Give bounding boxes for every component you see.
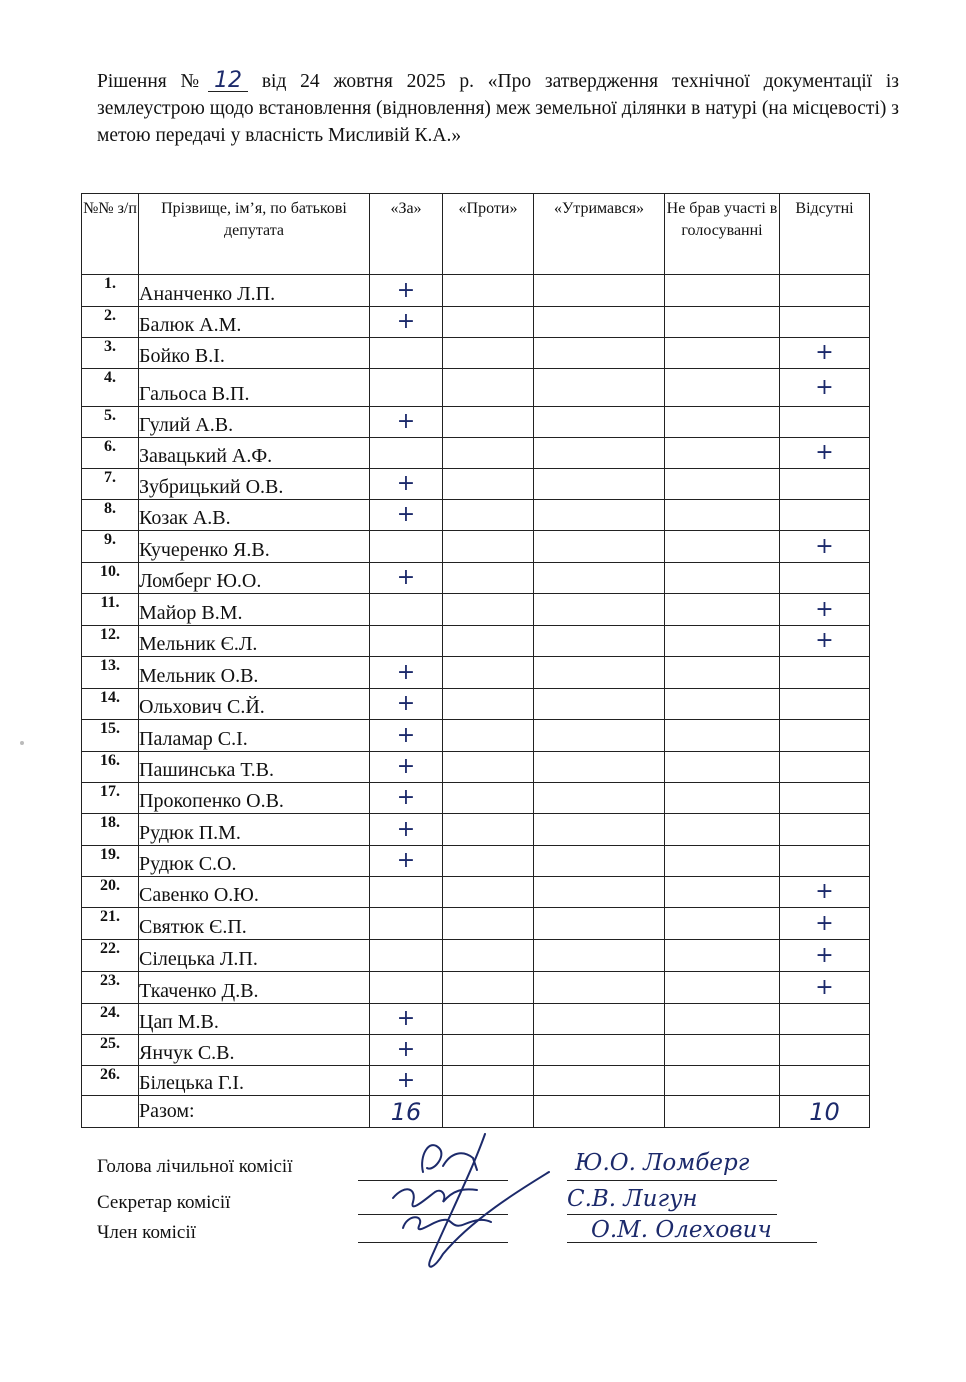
vote-not-voting-cell [665, 1066, 780, 1096]
row-number: 23. [82, 972, 139, 1004]
vote-not-voting-cell [665, 720, 780, 752]
vote-abstained-cell [534, 1066, 665, 1096]
row-number: 10. [82, 563, 139, 594]
absent-mark [780, 1066, 870, 1096]
vote-for-mark [370, 531, 443, 563]
vote-against-cell [443, 407, 534, 438]
table-row [82, 438, 870, 469]
vote-not-voting-cell [665, 563, 780, 594]
absent-mark [780, 563, 870, 594]
deputy-name: Рудюк С.О. [139, 846, 370, 877]
vote-for-mark: + [370, 783, 443, 814]
role-secretary: Секретар комісії [97, 1192, 231, 1213]
deputy-name: Зубрицький О.В. [139, 469, 370, 500]
absent-mark [780, 469, 870, 500]
row-number: 6. [82, 438, 139, 469]
vote-for-mark: + [370, 720, 443, 752]
absent-mark [780, 657, 870, 689]
vote-against-cell [443, 940, 534, 972]
table-row [82, 940, 870, 972]
table-row [82, 626, 870, 657]
table-row [82, 814, 870, 846]
vote-for-mark [370, 626, 443, 657]
absent-mark [780, 307, 870, 338]
vote-abstained-cell [534, 657, 665, 689]
absent-mark: + [780, 972, 870, 1004]
vote-for-mark: + [370, 1066, 443, 1096]
total-absent: 10 [780, 1096, 870, 1128]
table-row [82, 531, 870, 563]
deputy-name: Ломберг Ю.О. [139, 563, 370, 594]
absent-mark: + [780, 626, 870, 657]
row-number: 19. [82, 846, 139, 877]
vote-against-cell [443, 814, 534, 846]
vote-abstained-cell [534, 972, 665, 1004]
total-against [443, 1096, 534, 1128]
decision-prefix: Рішення № [97, 71, 209, 92]
absent-mark: + [780, 531, 870, 563]
vote-against-cell [443, 563, 534, 594]
handwritten-signatures-graphic [373, 1128, 573, 1278]
absent-mark [780, 720, 870, 752]
row-number: 24. [82, 1004, 139, 1035]
deputy-name: Ананченко Л.П. [139, 275, 370, 307]
vote-against-cell [443, 657, 534, 689]
vote-against-cell [443, 689, 534, 720]
vote-against-cell [443, 752, 534, 783]
vote-abstained-cell [534, 500, 665, 531]
total-label: Разом: [139, 1096, 370, 1128]
vote-not-voting-cell [665, 972, 780, 1004]
deputy-name: Рудюк П.М. [139, 814, 370, 846]
name-secretary: С.В. Лигун [567, 1186, 698, 1212]
vote-against-cell [443, 972, 534, 1004]
deputy-name: Цап М.В. [139, 1004, 370, 1035]
name-line-1 [567, 1180, 777, 1181]
table-row [82, 1004, 870, 1035]
row-number: 16. [82, 752, 139, 783]
row-number: 13. [82, 657, 139, 689]
vote-abstained-cell [534, 531, 665, 563]
vote-for-mark: + [370, 307, 443, 338]
vote-against-cell [443, 846, 534, 877]
vote-for-mark [370, 877, 443, 908]
deputy-name: Майор В.М. [139, 594, 370, 626]
table-row [82, 1066, 870, 1096]
row-number: 22. [82, 940, 139, 972]
header-absent: Відсутні [780, 194, 870, 275]
table-row [82, 307, 870, 338]
absent-mark [780, 1035, 870, 1066]
absent-mark [780, 500, 870, 531]
vote-not-voting-cell [665, 500, 780, 531]
vote-abstained-cell [534, 752, 665, 783]
name-line-2 [567, 1214, 777, 1215]
absent-mark [780, 752, 870, 783]
vote-not-voting-cell [665, 369, 780, 407]
absent-mark [780, 814, 870, 846]
vote-for-mark [370, 594, 443, 626]
vote-against-cell [443, 1066, 534, 1096]
row-number: 15. [82, 720, 139, 752]
name-chairman: Ю.О. Ломберг [575, 1150, 750, 1176]
vote-not-voting-cell [665, 338, 780, 369]
table-row [82, 500, 870, 531]
deputy-name: Білецька Г.І. [139, 1066, 370, 1096]
vote-abstained-cell [534, 1035, 665, 1066]
vote-against-cell [443, 877, 534, 908]
vote-for-mark [370, 438, 443, 469]
vote-against-cell [443, 469, 534, 500]
total-empty-no [82, 1096, 139, 1128]
total-row [82, 1096, 870, 1128]
absent-mark [780, 783, 870, 814]
deputy-name: Ткаченко Д.В. [139, 972, 370, 1004]
row-number: 8. [82, 500, 139, 531]
table-row [82, 338, 870, 369]
header-abstained: «Утримався» [534, 194, 665, 275]
deputy-name: Святюк Є.П. [139, 908, 370, 940]
row-number: 7. [82, 469, 139, 500]
table-row [82, 752, 870, 783]
vote-for-mark: + [370, 275, 443, 307]
header-name: Прізвище, ім’я, по батькові депутата [139, 194, 370, 275]
absent-mark: + [780, 369, 870, 407]
vote-not-voting-cell [665, 940, 780, 972]
row-number: 18. [82, 814, 139, 846]
header-no: №№ з/п [82, 194, 139, 275]
absent-mark: + [780, 594, 870, 626]
table-header-row [82, 194, 870, 275]
deputy-name: Козак А.В. [139, 500, 370, 531]
deputy-name: Бойко В.І. [139, 338, 370, 369]
row-number: 17. [82, 783, 139, 814]
table-row [82, 689, 870, 720]
vote-not-voting-cell [665, 908, 780, 940]
row-number: 20. [82, 877, 139, 908]
vote-abstained-cell [534, 1004, 665, 1035]
vote-abstained-cell [534, 720, 665, 752]
vote-abstained-cell [534, 940, 665, 972]
vote-not-voting-cell [665, 531, 780, 563]
vote-abstained-cell [534, 626, 665, 657]
vote-for-mark [370, 908, 443, 940]
vote-abstained-cell [534, 814, 665, 846]
vote-for-mark [370, 369, 443, 407]
vote-against-cell [443, 1004, 534, 1035]
vote-abstained-cell [534, 438, 665, 469]
row-number: 21. [82, 908, 139, 940]
vote-against-cell [443, 531, 534, 563]
deputy-name: Гулий А.В. [139, 407, 370, 438]
vote-abstained-cell [534, 338, 665, 369]
vote-against-cell [443, 500, 534, 531]
table-row [82, 846, 870, 877]
header-against: «Проти» [443, 194, 534, 275]
role-member: Член комісії [97, 1222, 196, 1243]
vote-abstained-cell [534, 783, 665, 814]
vote-not-voting-cell [665, 814, 780, 846]
vote-not-voting-cell [665, 689, 780, 720]
table-row [82, 469, 870, 500]
deputy-name: Пашинська Т.В. [139, 752, 370, 783]
absent-mark [780, 689, 870, 720]
row-number: 11. [82, 594, 139, 626]
name-member: О.М. Олехович [591, 1217, 772, 1243]
vote-abstained-cell [534, 469, 665, 500]
deputy-name: Кучеренко Я.В. [139, 531, 370, 563]
vote-abstained-cell [534, 307, 665, 338]
vote-abstained-cell [534, 689, 665, 720]
decision-subject: «Про затвердження технічної документації із землеустрою щодо встановлення (відновлення) меж земельної ділянки в натурі (на місцевості) з метою передачі у власність Мисливій К.А.» [97, 71, 899, 146]
vote-against-cell [443, 338, 534, 369]
total-not-voting [665, 1096, 780, 1128]
vote-against-cell [443, 626, 534, 657]
scan-dot [20, 741, 24, 745]
vote-for-mark: + [370, 689, 443, 720]
deputy-name: Паламар С.І. [139, 720, 370, 752]
absent-mark: + [780, 438, 870, 469]
total-abstained [534, 1096, 665, 1128]
voting-table [81, 193, 870, 1128]
decision-date: від 24 жовтня 2025 р. [261, 71, 474, 92]
vote-against-cell [443, 275, 534, 307]
deputy-name: Савенко О.Ю. [139, 877, 370, 908]
vote-abstained-cell [534, 908, 665, 940]
vote-for-mark: + [370, 563, 443, 594]
row-number: 4. [82, 369, 139, 407]
row-number: 25. [82, 1035, 139, 1066]
vote-for-mark: + [370, 469, 443, 500]
table-row [82, 877, 870, 908]
deputy-name: Гальоса В.П. [139, 369, 370, 407]
role-chairman: Голова лічильної комісії [97, 1156, 293, 1177]
vote-for-mark [370, 940, 443, 972]
row-number: 5. [82, 407, 139, 438]
absent-mark [780, 275, 870, 307]
vote-for-mark: + [370, 814, 443, 846]
vote-for-mark: + [370, 752, 443, 783]
table-row [82, 275, 870, 307]
vote-for-mark: + [370, 1004, 443, 1035]
vote-against-cell [443, 594, 534, 626]
row-number: 14. [82, 689, 139, 720]
row-number: 2. [82, 307, 139, 338]
vote-abstained-cell [534, 563, 665, 594]
vote-not-voting-cell [665, 469, 780, 500]
vote-not-voting-cell [665, 877, 780, 908]
table-row [82, 783, 870, 814]
vote-for-mark: + [370, 846, 443, 877]
deputy-name: Мельник О.В. [139, 657, 370, 689]
row-number: 12. [82, 626, 139, 657]
deputy-name: Янчук С.В. [139, 1035, 370, 1066]
table-row [82, 594, 870, 626]
deputy-name: Мельник Є.Л. [139, 626, 370, 657]
absent-mark: + [780, 338, 870, 369]
vote-abstained-cell [534, 275, 665, 307]
vote-not-voting-cell [665, 594, 780, 626]
table-row [82, 369, 870, 407]
vote-abstained-cell [534, 594, 665, 626]
vote-not-voting-cell [665, 438, 780, 469]
table-row [82, 407, 870, 438]
header-not-voting: Не брав участі в голосуванні [665, 194, 780, 275]
vote-against-cell [443, 908, 534, 940]
vote-against-cell [443, 1035, 534, 1066]
absent-mark: + [780, 940, 870, 972]
vote-not-voting-cell [665, 1035, 780, 1066]
vote-abstained-cell [534, 846, 665, 877]
row-number: 26. [82, 1066, 139, 1096]
row-number: 3. [82, 338, 139, 369]
vote-against-cell [443, 720, 534, 752]
row-number: 1. [82, 275, 139, 307]
vote-not-voting-cell [665, 307, 780, 338]
vote-against-cell [443, 438, 534, 469]
vote-not-voting-cell [665, 783, 780, 814]
absent-mark: + [780, 908, 870, 940]
decision-number: 12 [208, 71, 248, 92]
absent-mark [780, 1004, 870, 1035]
vote-not-voting-cell [665, 1004, 780, 1035]
absent-mark [780, 846, 870, 877]
vote-not-voting-cell [665, 846, 780, 877]
vote-for-mark [370, 972, 443, 1004]
deputy-name: Прокопенко О.В. [139, 783, 370, 814]
row-number: 9. [82, 531, 139, 563]
decision-title [97, 68, 899, 149]
absent-mark: + [780, 877, 870, 908]
vote-for-mark: + [370, 500, 443, 531]
table-row [82, 563, 870, 594]
deputy-name: Сілецька Л.П. [139, 940, 370, 972]
vote-for-mark: + [370, 657, 443, 689]
deputy-name: Завацький А.Ф. [139, 438, 370, 469]
vote-for-mark: + [370, 1035, 443, 1066]
vote-not-voting-cell [665, 657, 780, 689]
deputy-name: Балюк А.М. [139, 307, 370, 338]
table-row [82, 908, 870, 940]
vote-against-cell [443, 307, 534, 338]
vote-not-voting-cell [665, 275, 780, 307]
deputy-name: Ольхович С.Й. [139, 689, 370, 720]
vote-abstained-cell [534, 877, 665, 908]
vote-abstained-cell [534, 407, 665, 438]
absent-mark [780, 407, 870, 438]
total-for: 16 [370, 1096, 443, 1128]
header-for: «За» [370, 194, 443, 275]
vote-not-voting-cell [665, 407, 780, 438]
vote-for-mark: + [370, 407, 443, 438]
vote-not-voting-cell [665, 752, 780, 783]
table-row [82, 657, 870, 689]
vote-not-voting-cell [665, 626, 780, 657]
vote-abstained-cell [534, 369, 665, 407]
table-row [82, 720, 870, 752]
vote-against-cell [443, 369, 534, 407]
vote-for-mark [370, 338, 443, 369]
table-row [82, 1035, 870, 1066]
table-row [82, 972, 870, 1004]
vote-against-cell [443, 783, 534, 814]
